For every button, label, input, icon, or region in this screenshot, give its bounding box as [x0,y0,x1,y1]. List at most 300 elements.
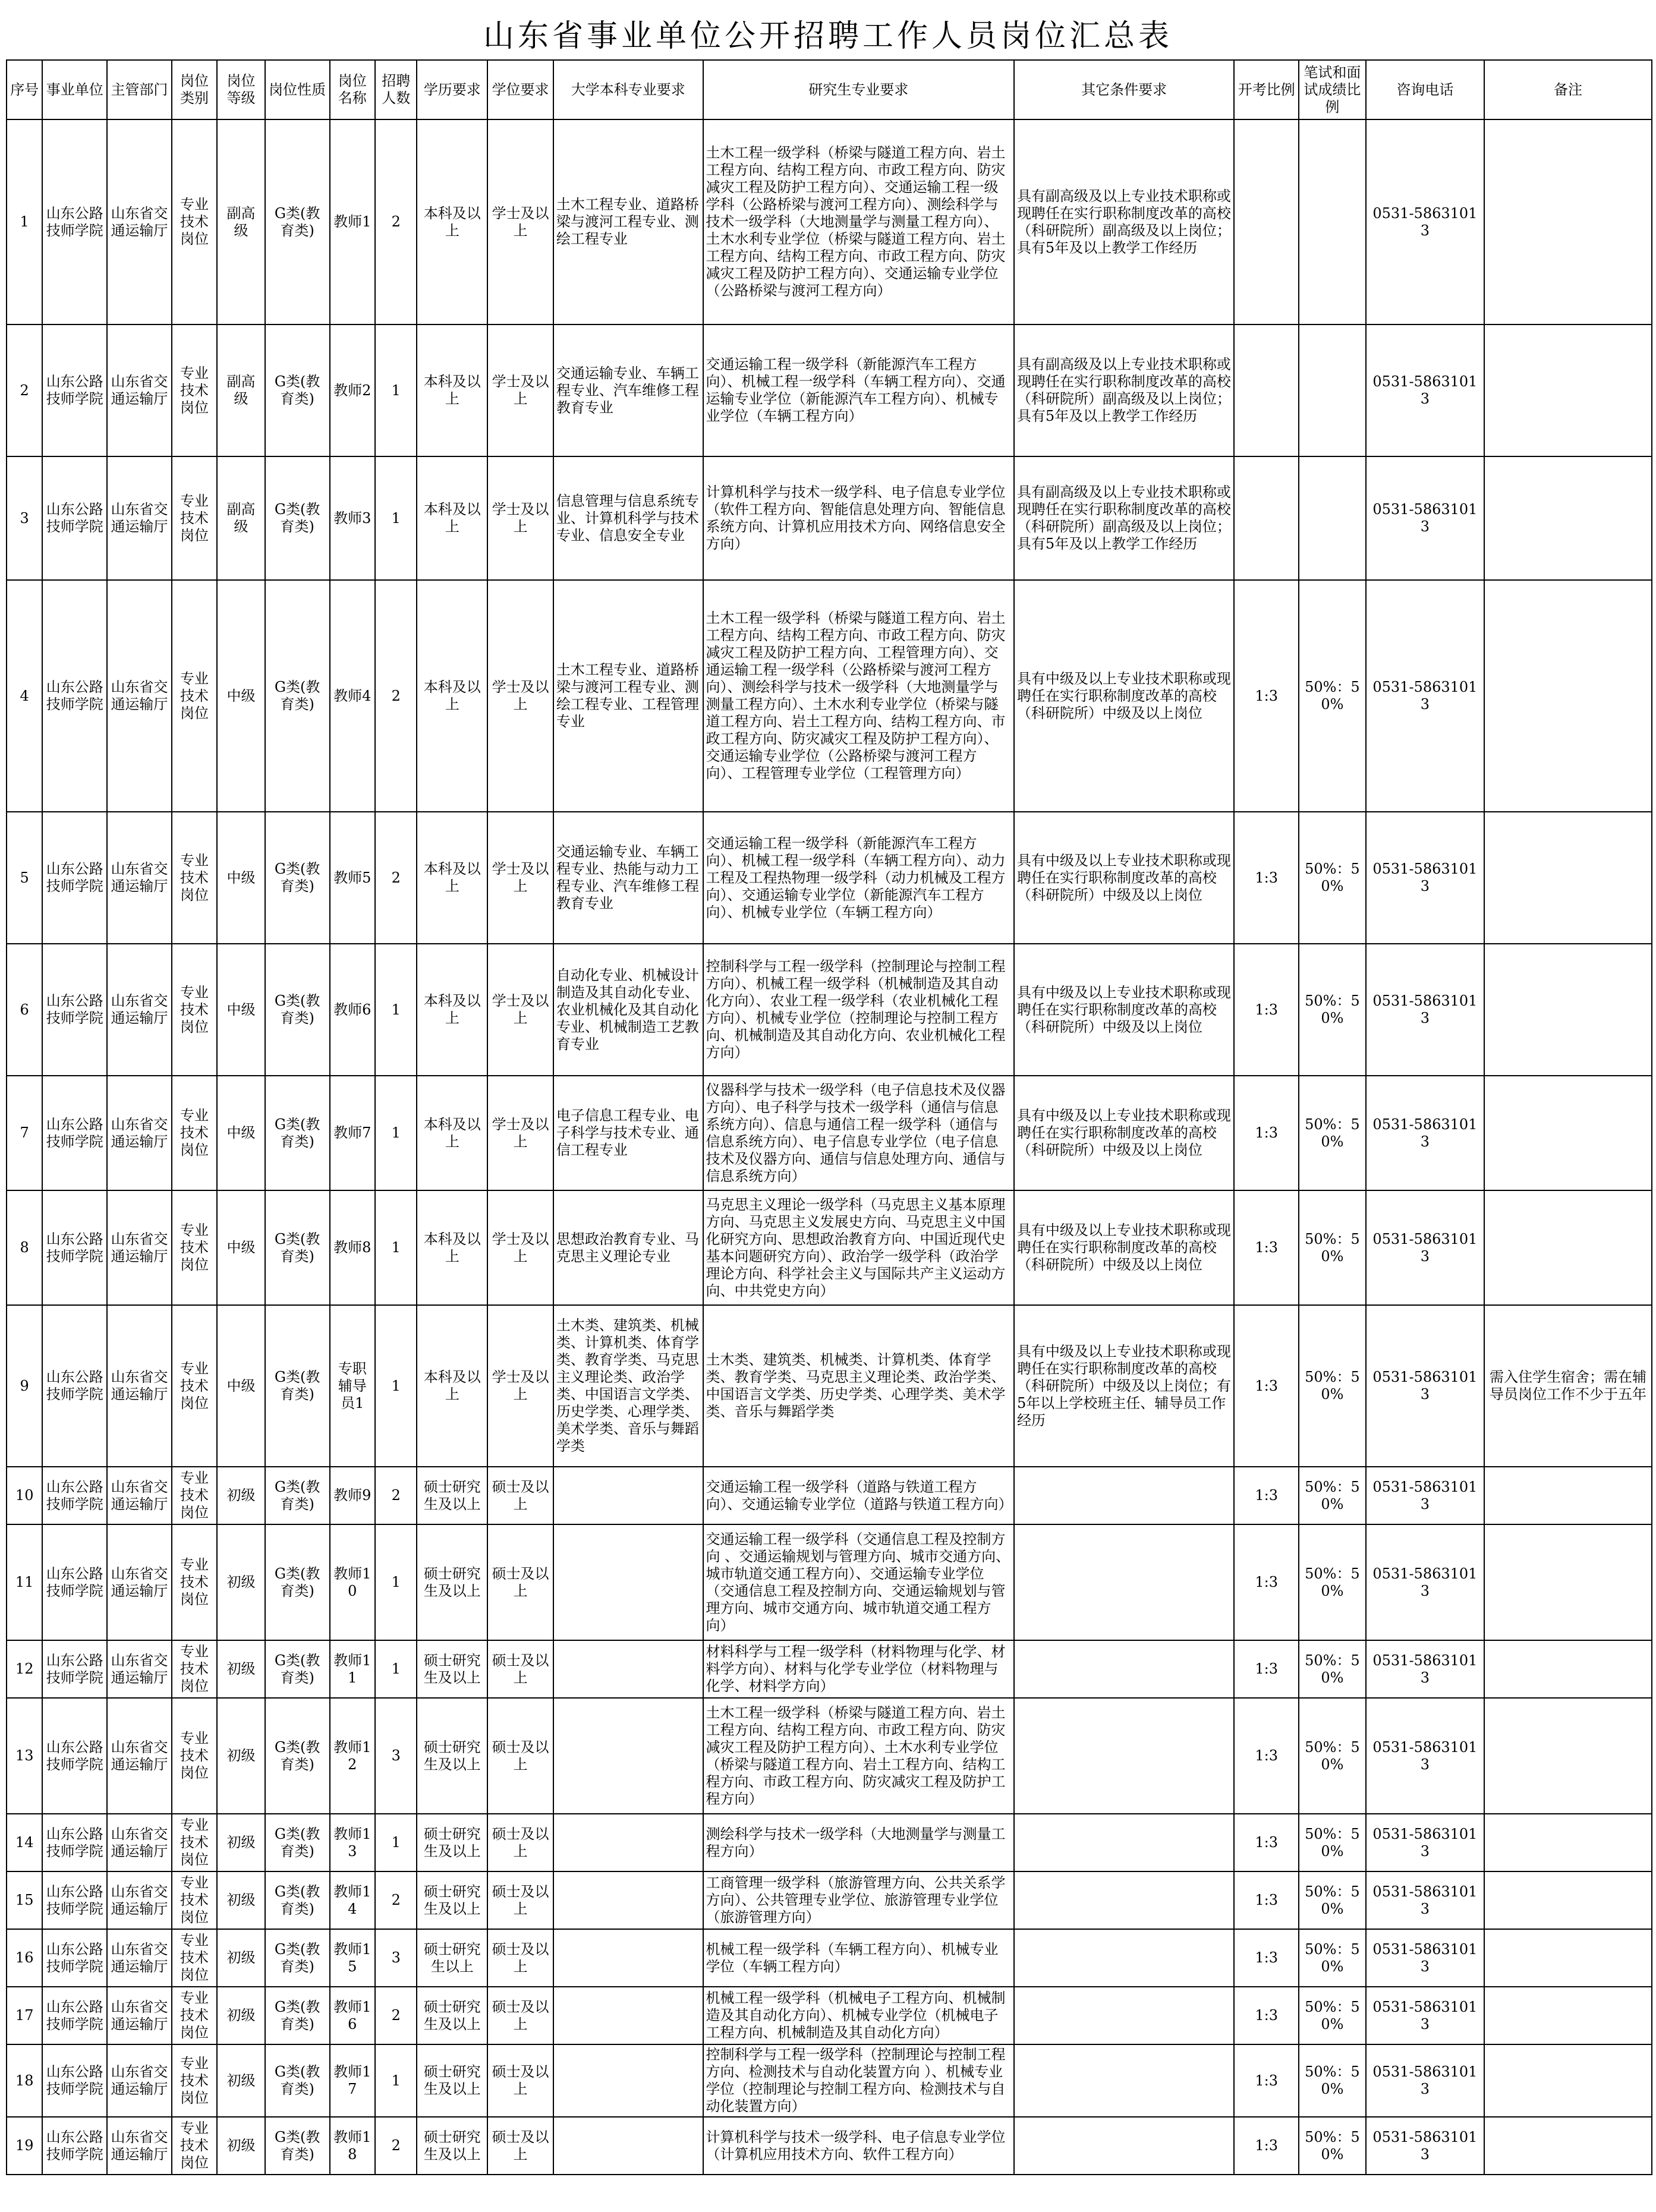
col-header: 岗位等级 [217,60,265,119]
cell-degree: 硕士及以上 [487,2117,553,2175]
cell-edu: 本科及以上 [417,1076,487,1190]
cell-ug: 思想政治教育专业、马克思主义理论专业 [553,1190,703,1305]
cell-score: 50%：50% [1299,2117,1366,2175]
table-row [7,119,1652,324]
cell-ug: 土木类、建筑类、机械类、计算机类、体育学类、教育学类、马克思主义理论类、政治学类、中国语言文学类、历史学类、心理学类、美术学类、音乐与舞蹈学类 [553,1305,703,1467]
cell-dept: 山东省交通运输厅 [107,812,172,944]
cell-count: 2 [375,2117,417,2175]
cell-unit: 山东公路技师学院 [42,812,107,944]
cell-degree: 学士及以上 [487,324,553,456]
table-row [7,944,1652,1076]
cell-level: 副高级 [217,324,265,456]
cell-score: 50%：50% [1299,1987,1366,2044]
cell-unit: 山东公路技师学院 [42,1987,107,2044]
cell-tel: 0531-58631013 [1366,1305,1484,1467]
cell-pg: 交通运输工程一级学科（道路与铁道工程方向）、交通运输专业学位（道路与铁道工程方向） [703,1467,1014,1524]
cell-tel: 0531-58631013 [1366,1076,1484,1190]
col-header: 开考比例 [1234,60,1299,119]
cell-other: 具有副高级及以上专业技术职称或现聘任在实行职称制度改革的高校（科研院所）副高级及以上岗位；具有5年及以上教学工作经历 [1014,456,1234,580]
cell-ug [553,1467,703,1524]
cell-ug: 电子信息工程专业、电子科学与技术专业、通信工程专业 [553,1076,703,1190]
cell-other [1014,1871,1234,1929]
cell-no: 11 [7,1524,42,1640]
cell-other [1014,1814,1234,1871]
cell-degree: 学士及以上 [487,1305,553,1467]
cell-no: 9 [7,1305,42,1467]
table-header-row [7,60,1652,119]
cell-tel: 0531-58631013 [1366,1929,1484,1987]
cell-dept: 山东省交通运输厅 [107,1640,172,1698]
cell-nature: G类(教育类) [265,119,330,324]
cell-edu: 硕士研究生及以上 [417,1987,487,2044]
cell-ratio: 1:3 [1234,1987,1299,2044]
cell-dept: 山东省交通运输厅 [107,1467,172,1524]
cell-name: 教师3 [330,456,375,580]
table-row [7,1987,1652,2044]
cell-pg: 计算机科学与技术一级学科、电子信息专业学位（软件工程方向、智能信息处理方向、智能信息系统方向、计算机应用技术方向、网络信息安全方向） [703,456,1014,580]
cell-name: 教师6 [330,944,375,1076]
cell-other: 具有中级及以上专业技术职称或现聘任在实行职称制度改革的高校（科研院所）中级及以上岗位 [1014,812,1234,944]
cell-cat: 专业技术岗位 [172,1698,217,1814]
cell-unit: 山东公路技师学院 [42,1524,107,1640]
cell-degree: 学士及以上 [487,580,553,812]
cell-name: 教师2 [330,324,375,456]
cell-note [1484,1524,1652,1640]
cell-ratio: 1:3 [1234,1076,1299,1190]
cell-other [1014,1698,1234,1814]
cell-cat: 专业技术岗位 [172,1814,217,1871]
cell-other [1014,1929,1234,1987]
cell-count: 1 [375,1076,417,1190]
cell-no: 14 [7,1814,42,1871]
col-header: 笔试和面试成绩比例 [1299,60,1366,119]
cell-no: 5 [7,812,42,944]
cell-score: 50%：50% [1299,1640,1366,1698]
cell-dept: 山东省交通运输厅 [107,1987,172,2044]
cell-score: 50%：50% [1299,1698,1366,1814]
cell-pg: 土木工程一级学科（桥梁与隧道工程方向、岩土工程方向、结构工程方向、市政工程方向、防灾减灾工程及防护工程方向、工程管理方向）、交通运输工程一级学科（公路桥梁与渡河工程方向）、测绘科学与技术一级学科（大地测量学与测量工程方向）、土木水利专业学位（桥梁与隧道工程方向、岩土工程方向、结构工程方向、市政工程方向、防灾减灾工程及防护工程方向）、交通运输专业学位（公路桥梁与渡河工程方向）、工程管理专业学位（工程管理方向） [703,580,1014,812]
table-row [7,1929,1652,1987]
cell-unit: 山东公路技师学院 [42,2044,107,2117]
cell-dept: 山东省交通运输厅 [107,2117,172,2175]
cell-pg: 土木类、建筑类、机械类、计算机类、体育学类、教育学类、马克思主义理论类、政治学类、中国语言文学类、历史学类、心理学类、美术学类、音乐与舞蹈学类 [703,1305,1014,1467]
cell-other [1014,2117,1234,2175]
cell-unit: 山东公路技师学院 [42,1467,107,1524]
cell-other: 具有中级及以上专业技术职称或现聘任在实行职称制度改革的高校（科研院所）中级及以上岗位 [1014,580,1234,812]
col-header: 序号 [7,60,42,119]
cell-cat: 专业技术岗位 [172,456,217,580]
cell-pg: 交通运输工程一级学科（新能源汽车工程方向）、机械工程一级学科（车辆工程方向）、动力工程及工程热物理一级学科（动力机械及工程方向）、交通运输专业学位（新能源汽车工程方向）、机械专业学位（车辆工程方向） [703,812,1014,944]
cell-name: 教师7 [330,1076,375,1190]
cell-no: 1 [7,119,42,324]
cell-nature: G类(教育类) [265,1190,330,1305]
cell-cat: 专业技术岗位 [172,1524,217,1640]
cell-pg: 土木工程一级学科（桥梁与隧道工程方向、岩土工程方向、结构工程方向、市政工程方向、防灾减灾工程及防护工程方向）、土木水利专业学位（桥梁与隧道工程方向、岩土工程方向、结构工程方向、市政工程方向、防灾减灾工程及防护工程方向） [703,1698,1014,1814]
cell-count: 2 [375,580,417,812]
table-row [7,2117,1652,2175]
cell-level: 初级 [217,1467,265,1524]
cell-degree: 学士及以上 [487,119,553,324]
cell-ratio [1234,456,1299,580]
cell-no: 3 [7,456,42,580]
cell-cat: 专业技术岗位 [172,324,217,456]
cell-nature: G类(教育类) [265,2044,330,2117]
cell-cat: 专业技术岗位 [172,1305,217,1467]
cell-count: 3 [375,1929,417,1987]
cell-ug [553,1698,703,1814]
cell-ratio: 1:3 [1234,1524,1299,1640]
cell-name: 教师14 [330,1871,375,1929]
cell-edu: 硕士研究生及以上 [417,1640,487,1698]
cell-ug [553,1640,703,1698]
cell-tel: 0531-58631013 [1366,324,1484,456]
cell-unit: 山东公路技师学院 [42,1871,107,1929]
cell-nature: G类(教育类) [265,324,330,456]
cell-name: 教师13 [330,1814,375,1871]
cell-count: 2 [375,1987,417,2044]
cell-note [1484,1929,1652,1987]
cell-pg: 工商管理一级学科（旅游管理方向、公共关系学方向）、公共管理专业学位、旅游管理专业学位（旅游管理方向） [703,1871,1014,1929]
cell-count: 1 [375,1814,417,1871]
cell-no: 7 [7,1076,42,1190]
cell-ratio: 1:3 [1234,1467,1299,1524]
cell-score: 50%：50% [1299,1871,1366,1929]
cell-level: 中级 [217,944,265,1076]
cell-count: 1 [375,944,417,1076]
cell-edu: 硕士研究生及以上 [417,2044,487,2117]
cell-pg: 土木工程一级学科（桥梁与隧道工程方向、岩土工程方向、结构工程方向、市政工程方向、防灾减灾工程及防护工程方向）、交通运输工程一级学科（公路桥梁与渡河工程方向）、测绘科学与技术一级学科（大地测量学与测量工程方向）、土木水利专业学位（桥梁与隧道工程方向、岩土工程方向、结构工程方向、市政工程方向、防灾减灾工程及防护工程方向）、交通运输专业学位（公路桥梁与渡河工程方向） [703,119,1014,324]
cell-name: 教师10 [330,1524,375,1640]
cell-score [1299,119,1366,324]
cell-score: 50%：50% [1299,1190,1366,1305]
cell-ug: 土木工程专业、道路桥梁与渡河工程专业、测绘工程专业 [553,119,703,324]
cell-degree: 硕士及以上 [487,1698,553,1814]
cell-level: 中级 [217,1190,265,1305]
cell-ug: 自动化专业、机械设计制造及其自动化专业、农业机械化及其自动化专业、机械制造工艺教育专业 [553,944,703,1076]
cell-note [1484,119,1652,324]
cell-note [1484,324,1652,456]
cell-edu: 本科及以上 [417,1190,487,1305]
cell-tel: 0531-58631013 [1366,456,1484,580]
cell-pg: 计算机科学与技术一级学科、电子信息专业学位（计算机应用技术方向、软件工程方向） [703,2117,1014,2175]
cell-unit: 山东公路技师学院 [42,324,107,456]
cell-level: 中级 [217,1076,265,1190]
cell-other [1014,1524,1234,1640]
cell-unit: 山东公路技师学院 [42,2117,107,2175]
cell-tel: 0531-58631013 [1366,812,1484,944]
cell-tel: 0531-58631013 [1366,2117,1484,2175]
cell-cat: 专业技术岗位 [172,812,217,944]
cell-note [1484,2117,1652,2175]
cell-no: 17 [7,1987,42,2044]
cell-level: 中级 [217,580,265,812]
cell-name: 教师1 [330,119,375,324]
cell-degree: 硕士及以上 [487,1640,553,1698]
cell-tel: 0531-58631013 [1366,2044,1484,2117]
cell-ratio: 1:3 [1234,1871,1299,1929]
cell-edu: 硕士研究生及以上 [417,1467,487,1524]
cell-ug: 信息管理与信息系统专业、计算机科学与技术专业、信息安全专业 [553,456,703,580]
cell-other: 具有中级及以上专业技术职称或现聘任在实行职称制度改革的高校（科研院所）中级及以上岗位 [1014,1076,1234,1190]
cell-ratio: 1:3 [1234,2117,1299,2175]
cell-name: 教师12 [330,1698,375,1814]
cell-edu: 硕士研究生及以上 [417,1698,487,1814]
cell-count: 2 [375,1467,417,1524]
cell-degree: 学士及以上 [487,1190,553,1305]
cell-note [1484,1814,1652,1871]
table-body [7,119,1652,2175]
cell-note [1484,944,1652,1076]
cell-count: 2 [375,812,417,944]
cell-degree: 学士及以上 [487,812,553,944]
cell-no: 16 [7,1929,42,1987]
col-header: 学历要求 [417,60,487,119]
cell-unit: 山东公路技师学院 [42,580,107,812]
cell-count: 1 [375,1190,417,1305]
table-row [7,1871,1652,1929]
cell-degree: 硕士及以上 [487,1467,553,1524]
table-row [7,1076,1652,1190]
cell-score: 50%：50% [1299,944,1366,1076]
cell-edu: 硕士研究生及以上 [417,1871,487,1929]
cell-cat: 专业技术岗位 [172,119,217,324]
cell-dept: 山东省交通运输厅 [107,324,172,456]
cell-ratio [1234,324,1299,456]
cell-cat: 专业技术岗位 [172,2044,217,2117]
cell-level: 初级 [217,1929,265,1987]
cell-level: 副高级 [217,119,265,324]
cell-note [1484,1640,1652,1698]
table-row [7,1814,1652,1871]
col-header: 岗位性质 [265,60,330,119]
cell-dept: 山东省交通运输厅 [107,456,172,580]
cell-other: 具有副高级及以上专业技术职称或现聘任在实行职称制度改革的高校（科研院所）副高级及以上岗位；具有5年及以上教学工作经历 [1014,324,1234,456]
cell-score: 50%：50% [1299,1467,1366,1524]
cell-unit: 山东公路技师学院 [42,1076,107,1190]
cell-nature: G类(教育类) [265,1929,330,1987]
cell-level: 副高级 [217,456,265,580]
col-header: 研究生专业要求 [703,60,1014,119]
cell-nature: G类(教育类) [265,580,330,812]
cell-tel: 0531-58631013 [1366,119,1484,324]
cell-level: 中级 [217,1305,265,1467]
cell-no: 19 [7,2117,42,2175]
cell-no: 18 [7,2044,42,2117]
cell-count: 3 [375,1698,417,1814]
cell-ug [553,1524,703,1640]
cell-pg: 马克思主义理论一级学科（马克思主义基本原理方向、马克思主义发展史方向、马克思主义中国化研究方向、思想政治教育方向、中国近现代史基本问题研究方向）、政治学一级学科（政治学理论方向、科学社会主义与国际共产主义运动方向、中共党史方向） [703,1190,1014,1305]
cell-no: 12 [7,1640,42,1698]
cell-other [1014,1987,1234,2044]
cell-ug [553,1987,703,2044]
cell-other [1014,1467,1234,1524]
cell-count: 1 [375,1524,417,1640]
cell-cat: 专业技术岗位 [172,1987,217,2044]
cell-unit: 山东公路技师学院 [42,119,107,324]
col-header: 事业单位 [42,60,107,119]
cell-name: 教师5 [330,812,375,944]
cell-edu: 硕士研究生以上 [417,1929,487,1987]
positions-table [6,59,1652,2175]
cell-tel: 0531-58631013 [1366,944,1484,1076]
col-header: 学位要求 [487,60,553,119]
cell-cat: 专业技术岗位 [172,1871,217,1929]
cell-cat: 专业技术岗位 [172,1190,217,1305]
table-row [7,1305,1652,1467]
cell-note [1484,2044,1652,2117]
cell-level: 初级 [217,1524,265,1640]
col-header: 岗位类别 [172,60,217,119]
cell-unit: 山东公路技师学院 [42,1640,107,1698]
cell-tel: 0531-58631013 [1366,580,1484,812]
cell-ratio [1234,119,1299,324]
cell-unit: 山东公路技师学院 [42,1929,107,1987]
table-row [7,1698,1652,1814]
cell-degree: 硕士及以上 [487,2044,553,2117]
cell-nature: G类(教育类) [265,1467,330,1524]
cell-ug: 交通运输专业、车辆工程专业、汽车维修工程教育专业 [553,324,703,456]
cell-ratio: 1:3 [1234,1305,1299,1467]
table-row [7,1640,1652,1698]
cell-note [1484,1467,1652,1524]
cell-dept: 山东省交通运输厅 [107,1698,172,1814]
cell-other [1014,1640,1234,1698]
cell-tel: 0531-58631013 [1366,1640,1484,1698]
col-header: 招聘人数 [375,60,417,119]
cell-ug [553,1871,703,1929]
table-row [7,812,1652,944]
cell-count: 1 [375,1305,417,1467]
cell-ratio: 1:3 [1234,1190,1299,1305]
cell-dept: 山东省交通运输厅 [107,1929,172,1987]
cell-cat: 专业技术岗位 [172,1640,217,1698]
cell-tel: 0531-58631013 [1366,1698,1484,1814]
cell-edu: 本科及以上 [417,580,487,812]
cell-ug [553,2117,703,2175]
cell-pg: 机械工程一级学科（车辆工程方向）、机械专业学位（车辆工程方向） [703,1929,1014,1987]
cell-cat: 专业技术岗位 [172,2117,217,2175]
cell-nature: G类(教育类) [265,1524,330,1640]
cell-score [1299,456,1366,580]
cell-name: 教师8 [330,1190,375,1305]
table-row [7,324,1652,456]
cell-pg: 测绘科学与技术一级学科（大地测量学与测量工程方向） [703,1814,1014,1871]
cell-nature: G类(教育类) [265,944,330,1076]
cell-nature: G类(教育类) [265,1987,330,2044]
cell-ratio: 1:3 [1234,1698,1299,1814]
cell-nature: G类(教育类) [265,1814,330,1871]
cell-no: 2 [7,324,42,456]
cell-name: 教师11 [330,1640,375,1698]
cell-cat: 专业技术岗位 [172,580,217,812]
cell-other: 具有中级及以上专业技术职称或现聘任在实行职称制度改革的高校（科研院所）中级及以上岗位 [1014,1190,1234,1305]
cell-edu: 本科及以上 [417,944,487,1076]
cell-dept: 山东省交通运输厅 [107,1305,172,1467]
cell-pg: 交通运输工程一级学科（新能源汽车工程方向）、机械工程一级学科（车辆工程方向）、交通运输专业学位（新能源汽车工程方向）、机械专业学位（车辆工程方向） [703,324,1014,456]
col-header: 岗位名称 [330,60,375,119]
cell-unit: 山东公路技师学院 [42,456,107,580]
cell-level: 中级 [217,812,265,944]
cell-tel: 0531-58631013 [1366,1871,1484,1929]
cell-nature: G类(教育类) [265,1698,330,1814]
cell-name: 教师16 [330,1987,375,2044]
cell-count: 1 [375,324,417,456]
cell-tel: 0531-58631013 [1366,1987,1484,2044]
cell-level: 初级 [217,2117,265,2175]
col-header: 咨询电话 [1366,60,1484,119]
cell-ratio: 1:3 [1234,1640,1299,1698]
table-row [7,1524,1652,1640]
cell-dept: 山东省交通运输厅 [107,944,172,1076]
col-header: 其它条件要求 [1014,60,1234,119]
cell-degree: 学士及以上 [487,456,553,580]
cell-no: 15 [7,1871,42,1929]
page-title: 山东省事业单位公开招聘工作人员岗位汇总表 [483,18,1173,54]
cell-no: 8 [7,1190,42,1305]
cell-note [1484,456,1652,580]
cell-note [1484,1190,1652,1305]
table-row [7,1190,1652,1305]
cell-score: 50%：50% [1299,1305,1366,1467]
cell-note [1484,1698,1652,1814]
col-header: 备注 [1484,60,1652,119]
cell-ratio: 1:3 [1234,812,1299,944]
cell-pg: 控制科学与工程一级学科（控制理论与控制工程方向）、机械工程一级学科（机械制造及其自动化方向）、农业工程一级学科（农业机械化工程方向）、机械专业学位（控制理论与控制工程方向、机械制造及其自动化方向、农业机械化工程方向） [703,944,1014,1076]
cell-edu: 硕士研究生及以上 [417,1524,487,1640]
col-header: 大学本科专业要求 [553,60,703,119]
cell-level: 初级 [217,1871,265,1929]
cell-ratio: 1:3 [1234,580,1299,812]
table-row [7,580,1652,812]
col-header: 主管部门 [107,60,172,119]
cell-degree: 硕士及以上 [487,1987,553,2044]
cell-level: 初级 [217,1698,265,1814]
cell-unit: 山东公路技师学院 [42,1698,107,1814]
cell-dept: 山东省交通运输厅 [107,119,172,324]
cell-pg: 仪器科学与技术一级学科（电子信息技术及仪器方向）、电子科学与技术一级学科（通信与信息系统方向）、信息与通信工程一级学科（通信与信息系统方向）、电子信息专业学位（电子信息技术及仪器方向、通信与信息处理方向、通信与信息系统方向） [703,1076,1014,1190]
cell-note [1484,1987,1652,2044]
cell-name: 教师4 [330,580,375,812]
cell-nature: G类(教育类) [265,1640,330,1698]
cell-dept: 山东省交通运输厅 [107,580,172,812]
cell-pg: 机械工程一级学科（机械电子工程方向、机械制造及其自动化方向）、机械专业学位（机械电子工程方向、机械制造及其自动化方向） [703,1987,1014,2044]
cell-score [1299,324,1366,456]
cell-ug [553,1929,703,1987]
cell-dept: 山东省交通运输厅 [107,1190,172,1305]
cell-note [1484,580,1652,812]
cell-level: 初级 [217,1814,265,1871]
cell-no: 10 [7,1467,42,1524]
cell-other [1014,2044,1234,2117]
cell-edu: 本科及以上 [417,119,487,324]
cell-cat: 专业技术岗位 [172,944,217,1076]
cell-score: 50%：50% [1299,2044,1366,2117]
cell-ratio: 1:3 [1234,944,1299,1076]
cell-level: 初级 [217,2044,265,2117]
cell-degree: 学士及以上 [487,1076,553,1190]
cell-unit: 山东公路技师学院 [42,1190,107,1305]
cell-note [1484,1076,1652,1190]
cell-edu: 本科及以上 [417,324,487,456]
cell-unit: 山东公路技师学院 [42,1305,107,1467]
cell-ug: 交通运输专业、车辆工程专业、热能与动力工程专业、汽车维修工程教育专业 [553,812,703,944]
table-row [7,1467,1652,1524]
cell-nature: G类(教育类) [265,1305,330,1467]
cell-cat: 专业技术岗位 [172,1076,217,1190]
cell-count: 1 [375,2044,417,2117]
table-row [7,2044,1652,2117]
cell-count: 1 [375,456,417,580]
